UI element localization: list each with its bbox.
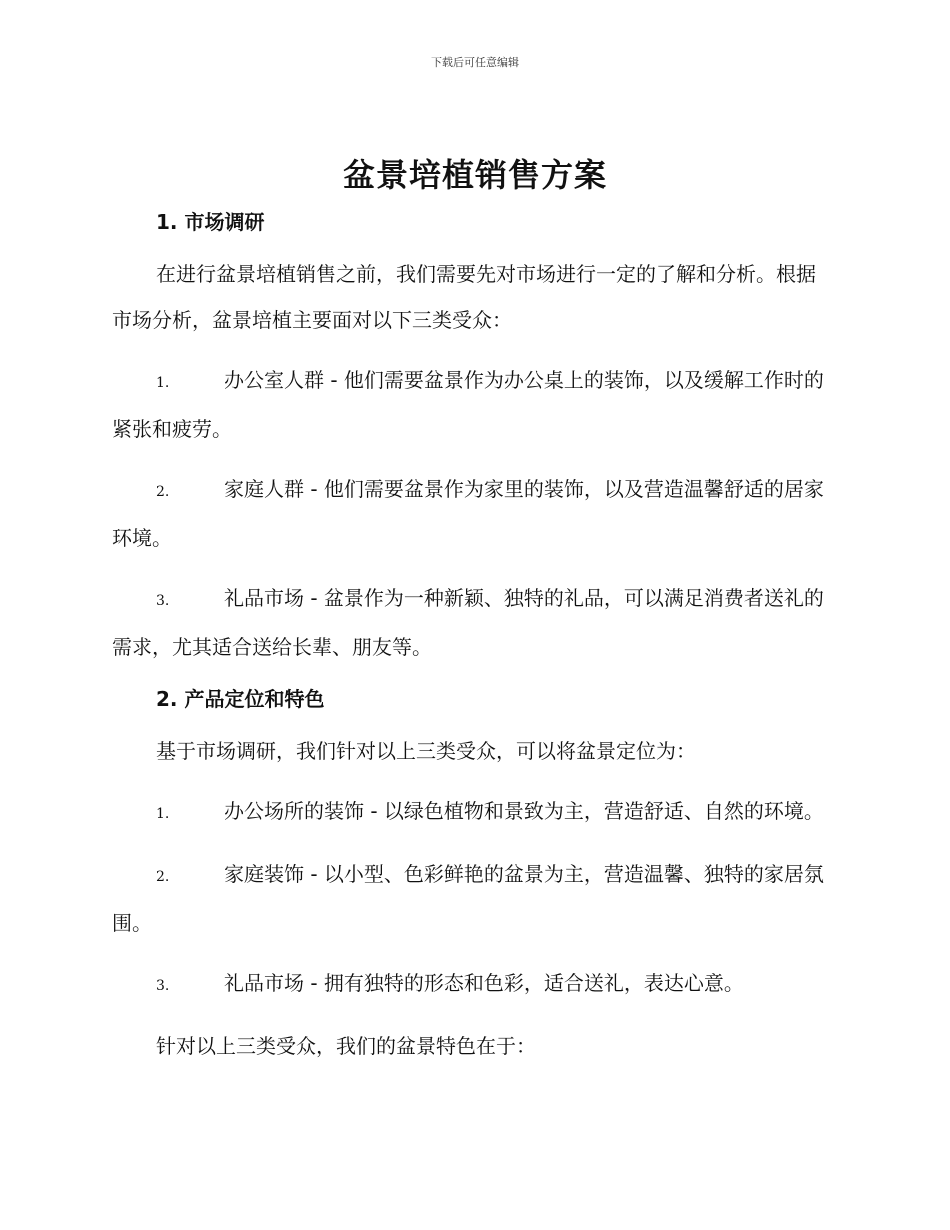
list-item-text: 家庭人群 - 他们需要盆景作为家里的装饰，以及营造温馨舒适的居家环境。 [112,477,824,550]
list-item-text: 办公室人群 - 他们需要盆景作为办公桌上的装饰，以及缓解工作时的紧张和疲劳。 [112,368,824,441]
list-number: 2. [156,484,170,500]
list-number: 3. [156,593,170,609]
list-item [112,851,830,946]
document-body [112,205,830,1069]
list-item [112,357,830,452]
section-heading-positioning: 2. 产品定位和特色 [156,687,325,711]
list-number: 1. [156,806,170,822]
list-item-text: 办公场所的装饰 - 以绿色植物和景致为主，营造舒适、自然的环境。 [224,799,824,823]
list-number: 1. [156,375,170,391]
page-header: 下载后可任意编辑 [431,56,519,69]
section-intro-paragraph: 基于市场调研，我们针对以上三类受众，可以将盆景定位为： [156,739,696,763]
list-item [112,960,830,1009]
list-item-text: 礼品市场 - 盆景作为一种新颖、独特的礼品，可以满足消费者送礼的需求，尤其适合送给长辈、朋友等。 [112,586,824,659]
list-number: 2. [156,869,170,885]
section-outro-paragraph: 针对以上三类受众，我们的盆景特色在于： [156,1034,536,1058]
list-item [112,466,830,561]
list-item [112,788,830,837]
section-heading-market-research: 1. 市场调研 [156,210,265,234]
list-item-text: 礼品市场 - 拥有独特的形态和色彩，适合送礼，表达心意。 [224,971,744,995]
section-intro-paragraph: 在进行盆景培植销售之前，我们需要先对市场进行一定的了解和分析。根据市场分析，盆景培植主要面对以下三类受众： [112,262,816,332]
list-item-text: 家庭装饰 - 以小型、色彩鲜艳的盆景为主，营造温馨、独特的家居氛围。 [112,862,824,935]
list-item [112,575,830,670]
list-number: 3. [156,978,170,994]
document-title: 盆景培植销售方案 [342,156,607,194]
